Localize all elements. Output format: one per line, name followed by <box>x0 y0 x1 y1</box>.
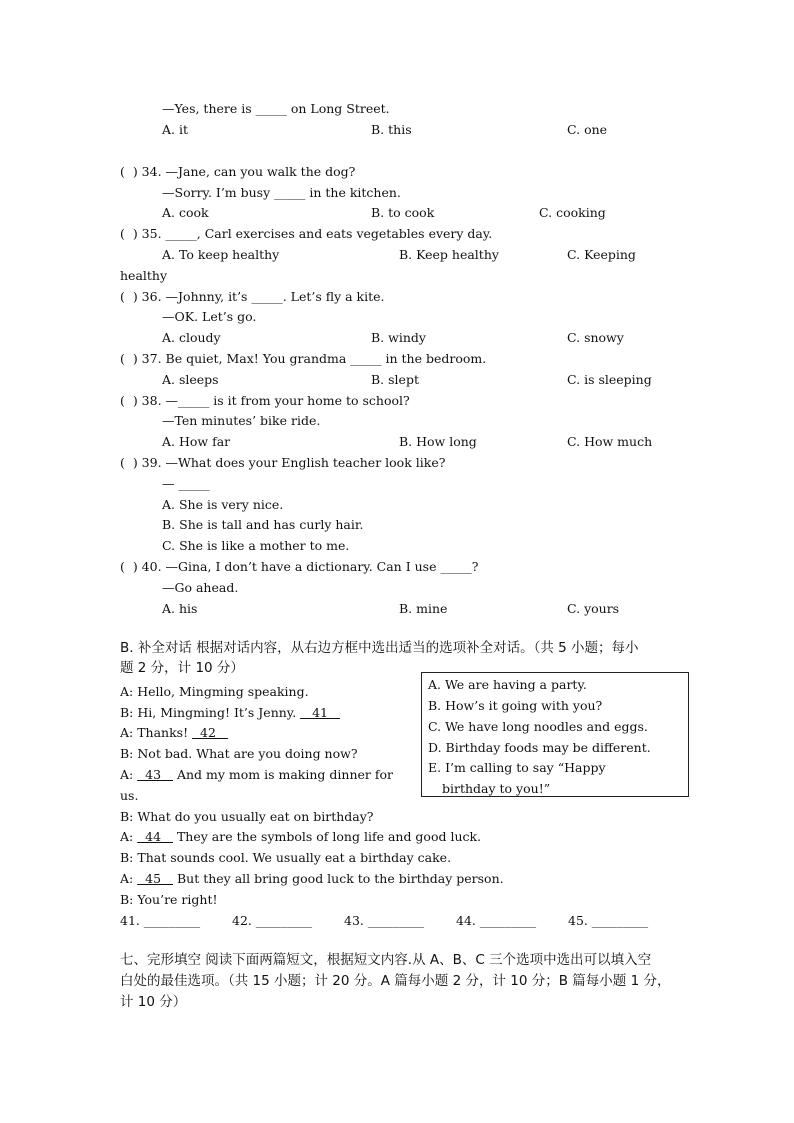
box-option-e-wrap: birthday to you!” <box>442 781 551 796</box>
q38-option-c: C. How much <box>567 434 653 449</box>
answer-field-44[interactable]: 44. _________ <box>456 913 537 928</box>
q37-option-c: C. is sleeping <box>567 372 652 387</box>
q37-option-b: B. slept <box>371 372 419 387</box>
dialogue-text: B: That sounds cool. We usually eat a birthday cake. <box>120 850 452 865</box>
q35-option-a: A. To keep healthy <box>162 247 280 262</box>
q35-option-b: B. Keep healthy <box>399 247 499 262</box>
answer-blank-43[interactable]: 43 <box>137 767 173 782</box>
box-option-e: E. I’m calling to say “Happy <box>428 760 606 775</box>
answer-blank-41[interactable]: 41 <box>300 705 340 720</box>
box-option-d: D. Birthday foods may be different. <box>428 740 651 755</box>
dialogue-line <box>120 871 504 887</box>
dialogue-text: A: Hello, Mingming speaking. <box>120 684 309 699</box>
q39-option-c: C. She is like a mother to me. <box>162 538 350 553</box>
answer-blank-45[interactable]: 45 <box>137 871 173 886</box>
q39-option-a: A. She is very nice. <box>162 497 284 512</box>
dialogue-text: A: Thanks! <box>120 725 193 740</box>
q36-stem: ( ) 36. —Johnny, it’s _____. Let’s fly a kite. <box>120 289 385 304</box>
dialogue-line <box>120 767 393 783</box>
q36-response: —OK. Let’s go. <box>162 309 257 324</box>
dialogue-line <box>120 850 451 866</box>
section-b-heading-line1: B. 补全对话 根据对话内容，从右边方框中选出适当的选项补全对话。（共 5 小题；每小 <box>120 640 639 656</box>
q38-stem: ( ) 38. —_____ is it from your home to school? <box>120 393 410 408</box>
q40-option-b: B. mine <box>399 601 448 616</box>
answer-field-42[interactable]: 42. _________ <box>232 913 313 928</box>
q34-stem: ( ) 34. —Jane, can you walk the dog? <box>120 164 356 179</box>
q35-stem: ( ) 35. _____, Carl exercises and eats vegetables every day. <box>120 226 493 241</box>
q39-option-b: B. She is tall and has curly hair. <box>162 517 364 532</box>
q36-option-b: B. windy <box>371 330 426 345</box>
dialogue-text: They are the symbols of long life and good luck. <box>173 829 482 844</box>
q37-stem: ( ) 37. Be quiet, Max! You grandma _____ in the bedroom. <box>120 351 487 366</box>
section-7-heading-line2: 白处的最佳选项。（共 15 小题；计 20 分。A 篇每小题 2 分，计 10 分；B 篇每小题 1 分， <box>120 973 671 989</box>
q38-option-b: B. How long <box>399 434 477 449</box>
q35-option-c: C. Keeping <box>567 247 636 262</box>
dialogue-line <box>120 892 218 908</box>
answer-field-45[interactable]: 45. _________ <box>568 913 649 928</box>
q34-option-c: C. cooking <box>539 205 606 220</box>
q40-response: —Go ahead. <box>162 580 239 595</box>
dialogue-text: B: What do you usually eat on birthday? <box>120 809 374 824</box>
box-option-b: B. How’s it going with you? <box>428 698 603 713</box>
dialogue-text: B: Not bad. What are you doing now? <box>120 746 358 761</box>
box-option-c: C. We have long noodles and eggs. <box>428 719 648 734</box>
dialogue-line <box>120 788 138 804</box>
q35-option-c-wrap: healthy <box>120 268 168 283</box>
dialogue-line <box>120 829 481 845</box>
q34-option-a: A. cook <box>162 205 209 220</box>
answer-blank-44[interactable]: 44 <box>137 829 173 844</box>
q40-option-a: A. his <box>162 601 198 616</box>
dialogue-text: But they all bring good luck to the birthday person. <box>173 871 504 886</box>
dialogue-text: A: <box>120 871 138 886</box>
q33-option-c: C. one <box>567 122 608 137</box>
dialogue-line <box>120 705 340 721</box>
box-option-a: A. We are having a party. <box>428 677 587 692</box>
section-7-heading-line3: 计 10 分） <box>120 994 187 1010</box>
q38-response: —Ten minutes’ bike ride. <box>162 413 321 428</box>
q39-stem: ( ) 39. —What does your English teacher look like? <box>120 455 446 470</box>
q36-option-c: C. snowy <box>567 330 624 345</box>
section-7-heading-line1: 七、完形填空 阅读下面两篇短文，根据短文内容.从 A、B、C 三个选项中选出可以填入空 <box>120 952 652 968</box>
dialogue-line <box>120 746 358 762</box>
dialogue-text: B: You’re right! <box>120 892 218 907</box>
q36-option-a: A. cloudy <box>162 330 221 345</box>
dialogue-line <box>120 725 228 741</box>
q33-option-b: B. this <box>371 122 412 137</box>
q39-response: — _____ <box>162 476 210 491</box>
q34-response: —Sorry. I’m busy _____ in the kitchen. <box>162 185 401 200</box>
dialogue-line <box>120 684 309 700</box>
answer-blank-42[interactable]: 42 <box>192 725 228 740</box>
dialogue-text: B: Hi, Mingming! It’s Jenny. <box>120 705 301 720</box>
dialogue-line <box>120 809 374 825</box>
answer-field-43[interactable]: 43. _________ <box>344 913 425 928</box>
q33-response: —Yes, there is _____ on Long Street. <box>162 101 390 116</box>
q34-option-b: B. to cook <box>371 205 435 220</box>
dialogue-text: A: <box>120 829 138 844</box>
q40-option-c: C. yours <box>567 601 620 616</box>
q37-option-a: A. sleeps <box>162 372 219 387</box>
section-b-heading-line2: 题 2 分，计 10 分） <box>120 660 244 676</box>
answer-field-41[interactable]: 41. _________ <box>120 913 201 928</box>
q38-option-a: A. How far <box>162 434 231 449</box>
dialogue-text: A: <box>120 767 138 782</box>
dialogue-text: And my mom is making dinner for <box>173 767 393 782</box>
q33-option-a: A. it <box>162 122 188 137</box>
q40-stem: ( ) 40. —Gina, I don’t have a dictionary. Can I use _____? <box>120 559 479 574</box>
dialogue-text: us. <box>120 788 139 803</box>
